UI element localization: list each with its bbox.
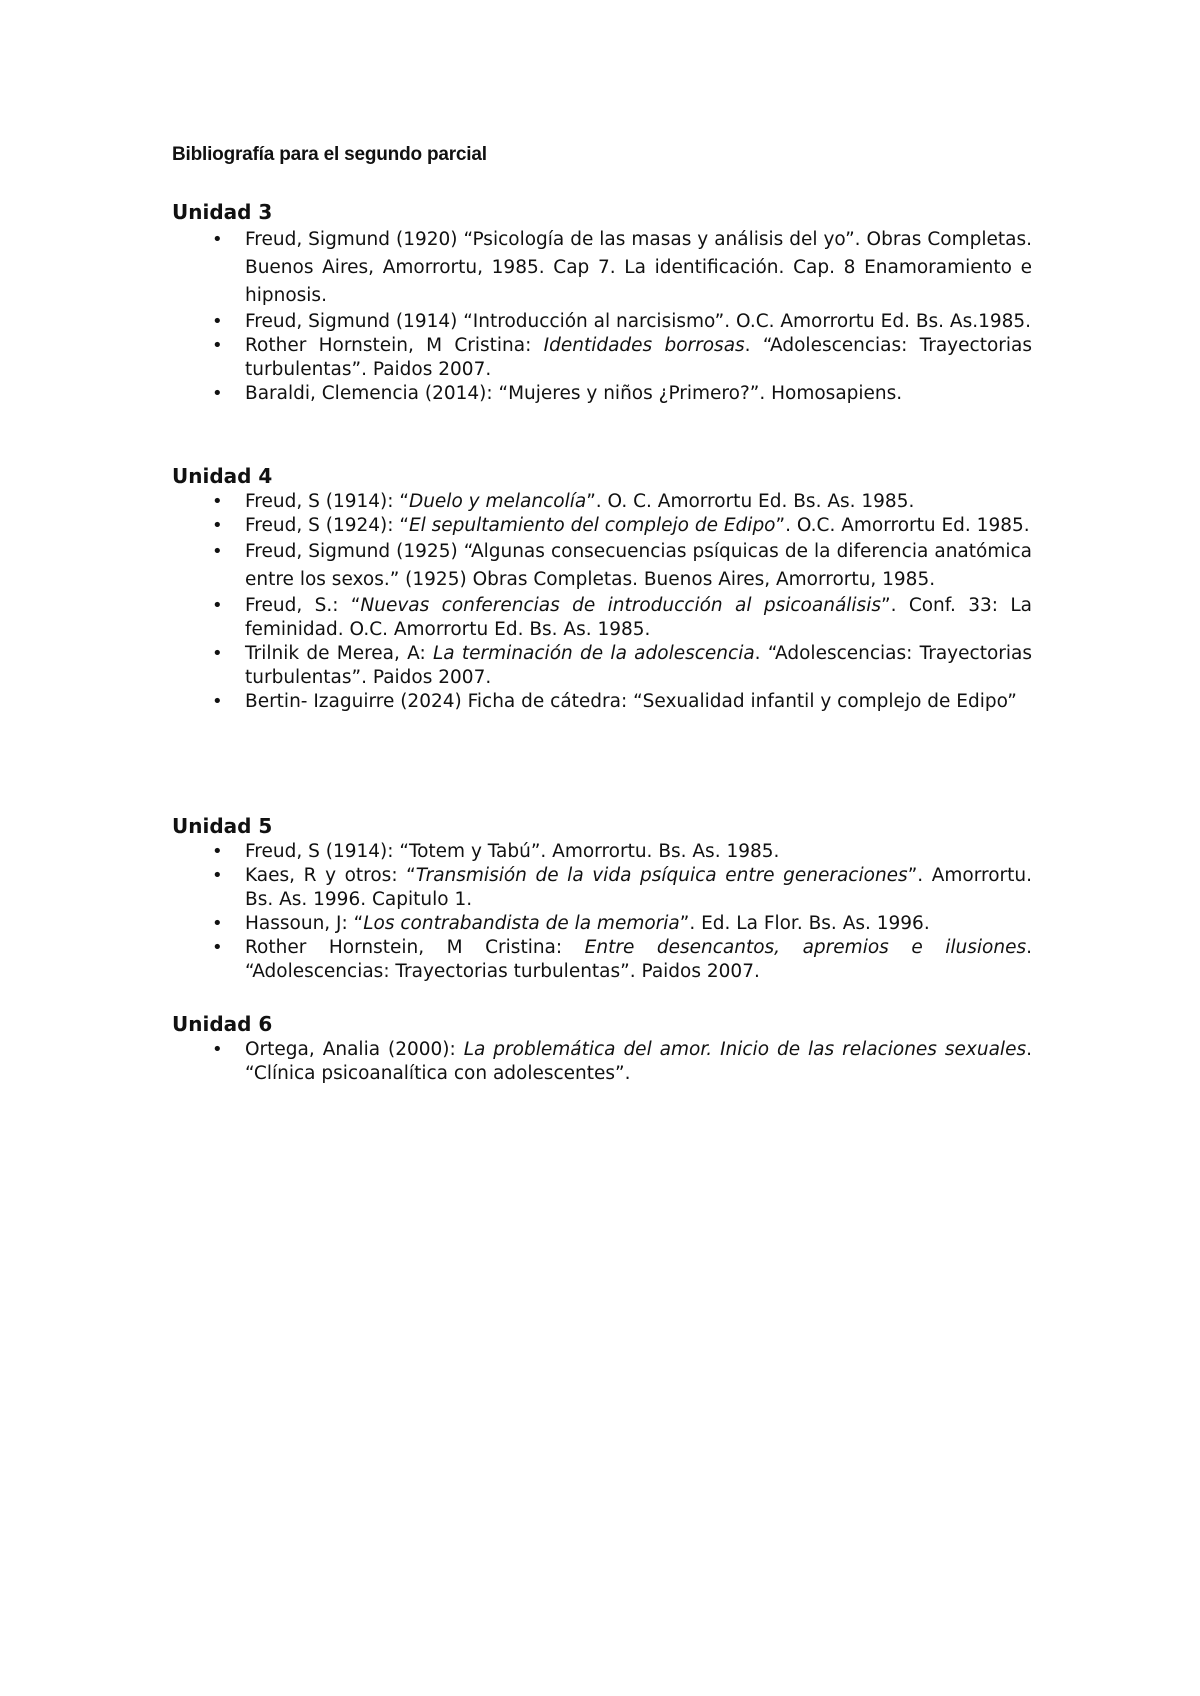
reference-item — [172, 490, 1032, 514]
reference-text: Trilnik de Merea, A: — [245, 643, 433, 664]
reference-text: . “Adolescencias: Trayectorias turbulentas”. Paidos 2007. — [245, 937, 1032, 982]
reference-item — [172, 226, 1032, 310]
reference-text: ”. Ed. La Flor. Bs. As. 1996. — [679, 913, 930, 934]
reference-text: ”. O.C. Amorrortu Ed. 1985. — [775, 515, 1030, 536]
reference-item — [172, 514, 1032, 538]
reference-italic-title: La terminación de la adolescencia — [433, 643, 755, 664]
reference-italic-title: El sepultamiento del complejo de Edipo — [408, 515, 776, 536]
reference-italic-title: Transmisión de la vida psíquica entre generaciones — [415, 865, 908, 886]
reference-italic-title: Nuevas conferencias de introducción al psicoanálisis — [360, 595, 881, 616]
reference-item — [172, 594, 1032, 642]
reference-text: Bertin- Izaguirre (2024) Ficha de cátedra: “Sexualidad infantil y complejo de Edipo” — [245, 691, 1017, 712]
reference-text: ”. Conf. 33: La feminidad. O.C. Amorrortu Ed. Bs. As. 1985. — [245, 595, 1032, 640]
reference-text: Freud, S (1914): “ — [245, 491, 409, 512]
reference-item — [172, 864, 1032, 912]
reference-text: Freud, S (1924): “ — [245, 515, 409, 536]
reference-text: Hassoun, J: “ — [245, 913, 364, 934]
reference-italic-title: Duelo y melancolía — [408, 491, 587, 512]
unit-section — [172, 1012, 1032, 1086]
unit-heading: Unidad 5 — [172, 814, 273, 838]
unit-heading: Unidad 3 — [172, 200, 273, 224]
bullet-icon: • — [212, 691, 223, 712]
reference-text: Ortega, Analia (2000): — [245, 1039, 464, 1060]
bullet-icon: • — [212, 311, 223, 332]
reference-item — [172, 912, 1032, 936]
unit-section — [172, 814, 1032, 984]
reference-text: Freud, S.: “ — [245, 595, 361, 616]
reference-item — [172, 1038, 1032, 1086]
reference-text: . “Adolescencias: Trayectorias turbulentas”. Paidos 2007. — [245, 335, 1032, 380]
reference-text: . “Clínica psicoanalítica con adolescentes”. — [245, 1039, 1032, 1084]
bullet-icon: • — [212, 841, 223, 862]
reference-item — [172, 936, 1032, 984]
reference-text: Freud, Sigmund (1925) “Algunas consecuencias psíquicas de la diferencia anatómica entre los sexos.” (1925) Obras Completas. Buenos Aires, Amorrortu, 1985. — [245, 541, 1032, 590]
reference-list — [172, 1038, 1032, 1086]
bullet-icon: • — [212, 937, 223, 958]
bullet-icon: • — [212, 515, 223, 536]
bullet-icon: • — [212, 229, 223, 250]
reference-item — [172, 382, 1032, 406]
reference-text: Freud, Sigmund (1914) “Introducción al narcisismo”. O.C. Amorrortu Ed. Bs. As.1985. — [245, 311, 1032, 332]
bullet-icon: • — [212, 595, 223, 616]
reference-text: Rother Hornstein, M Cristina: — [245, 335, 544, 356]
reference-text: Baraldi, Clemencia (2014): “Mujeres y niños ¿Primero?”. Homosapiens. — [245, 383, 903, 404]
reference-item — [172, 334, 1032, 382]
unit-section — [172, 200, 1032, 406]
reference-italic-title: Los contrabandista de la memoria — [363, 913, 680, 934]
bullet-icon: • — [212, 541, 223, 562]
reference-text: Freud, Sigmund (1920) “Psicología de las masas y análisis del yo”. Obras Completas. Buenos Aires, Amorrortu, 1985. Cap 7. La identificación. Cap. 8 Enamoramiento e hipnosis. — [245, 229, 1032, 306]
reference-list — [172, 226, 1032, 406]
bullet-icon: • — [212, 865, 223, 886]
bullet-icon: • — [212, 913, 223, 934]
reference-item — [172, 310, 1032, 334]
reference-text: Kaes, R y otros: “ — [245, 865, 416, 886]
reference-text: ”. O. C. Amorrortu Ed. Bs. As. 1985. — [586, 491, 915, 512]
bullet-icon: • — [212, 643, 223, 664]
unit-section — [172, 464, 1032, 714]
reference-item — [172, 840, 1032, 864]
reference-item — [172, 690, 1032, 714]
document-title: Bibliografía para el segundo parcial — [172, 144, 487, 165]
reference-list — [172, 840, 1032, 984]
bullet-icon: • — [212, 383, 223, 404]
bullet-icon: • — [212, 491, 223, 512]
bullet-icon: • — [212, 335, 223, 356]
reference-italic-title: La problemática del amor. Inicio de las relaciones sexuales — [463, 1039, 1027, 1060]
reference-item — [172, 538, 1032, 594]
reference-list — [172, 490, 1032, 714]
bullet-icon: • — [212, 1039, 223, 1060]
reference-item — [172, 642, 1032, 690]
reference-italic-title: Identidades borrosas — [543, 335, 745, 356]
reference-text: . “Adolescencias: Trayectorias turbulentas”. Paidos 2007. — [245, 643, 1032, 688]
reference-text: Rother Hornstein, M Cristina: — [245, 937, 585, 958]
reference-text: Freud, S (1914): “Totem y Tabú”. Amorrortu. Bs. As. 1985. — [245, 841, 780, 862]
reference-text: ”. Amorrortu. Bs. As. 1996. Capitulo 1. — [245, 865, 1032, 910]
unit-heading: Unidad 6 — [172, 1012, 273, 1036]
unit-heading: Unidad 4 — [172, 464, 273, 488]
reference-italic-title: Entre desencantos, apremios e ilusiones — [584, 937, 1027, 958]
